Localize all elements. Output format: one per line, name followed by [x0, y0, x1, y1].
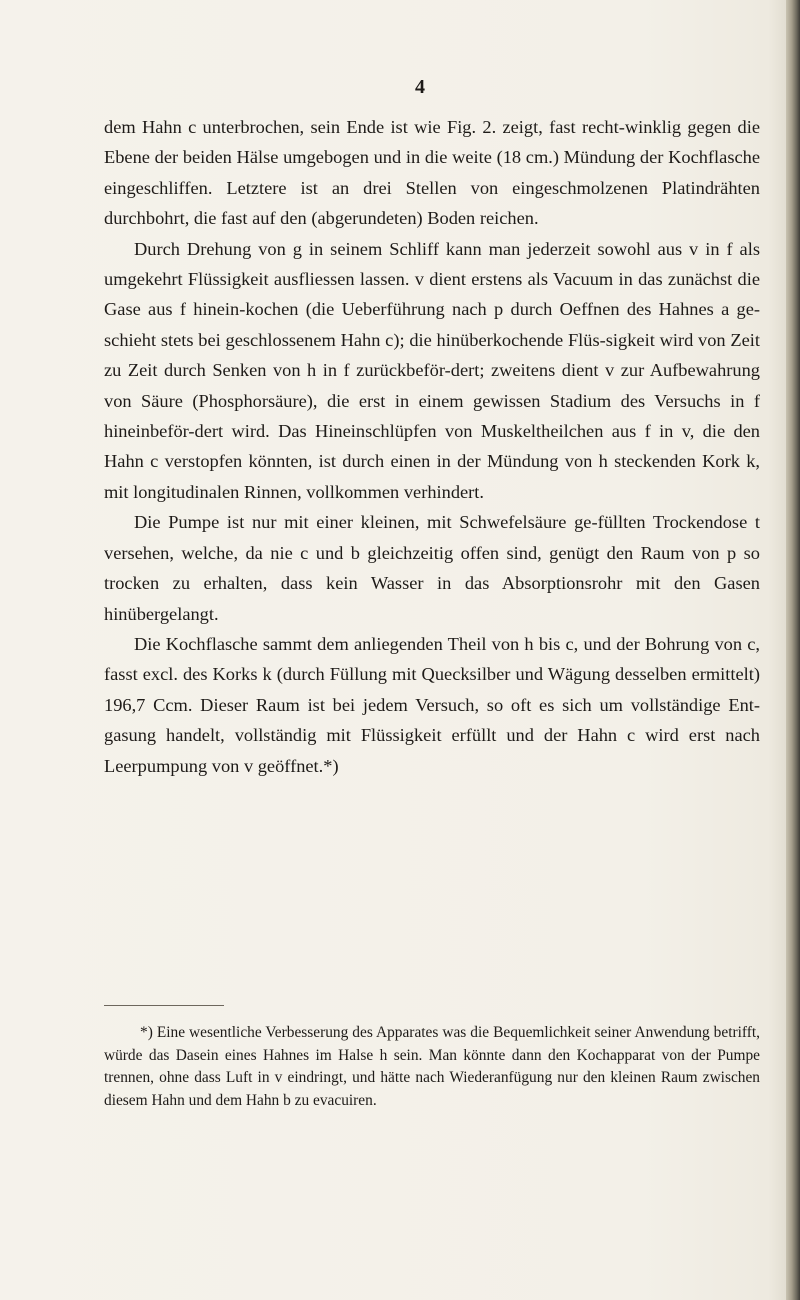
footnote: *) Eine wesentliche Verbesserung des Apparates was die Bequemlichkeit seiner Anwendung betrifft, würde das Dasein eines Hahnes im Halse h sein. Man könnte dann den Kochapparat von der Pumpe trennen, ohne dass Luft in v eindringt, und hätte nach Wiederanfügung nur den kleinen Raum zwischen diesem Hahn und dem Hahn b zu evacuiren.	[104, 1024, 760, 1109]
paragraph-1: dem Hahn c unterbrochen, sein Ende ist wie Fig. 2. zeigt, fast recht-winklig gegen die Ebene der beiden Hälse umgebogen und in die weite (18 cm.) Mündung der Kochflasche eingeschliffen. Letztere ist an drei Stellen von eingeschmolzenen Platindrähten durchbohrt, die fast auf den (abgerundeten) Boden reichen.	[104, 117, 760, 229]
book-spine-edge	[786, 0, 800, 1300]
paragraph-3: Die Pumpe ist nur mit einer kleinen, mit Schwefelsäure ge-füllten Trockendose t versehen, welche, da nie c und b gleichzeitig offen sind, genügt den Raum von p so trocken zu erhalten, dass kein Wasser in das Absorptionsrohr mit den Gasen hinübergelangt.	[104, 512, 760, 624]
paragraph-2: Durch Drehung von g in seinem Schliff kann man jederzeit sowohl aus v in f als umgekehrt Flüssigkeit ausfliessen lassen. v dient erstens als Vacuum in das zunächst die Gase aus f hinein-kochen (die Ueberführung nach p durch Oeffnen des Hahnes a ge-schieht stets bei geschlossenem Hahn c); die hinüberkochende Flüs-sigkeit wird von Zeit zu Zeit durch Senken von h in f zurückbeför-dert; zweitens dient v zur Aufbewahrung von Säure (Phosphorsäure), die erst in einem gewissen Stadium des Versuchs in f hineinbeför-dert wird. Das Hineinschlüpfen von Muskeltheilchen aus f in v, die den Hahn c verstopfen könnten, ist durch einen in der Mündung von h steckenden Kork k, mit longitudinalen Rinnen, vollkommen verhindert.	[104, 238, 760, 502]
body-text	[104, 112, 760, 781]
page-number: 4	[415, 76, 425, 98]
paragraph-4: Die Kochflasche sammt dem anliegenden Theil von h bis c, und der Bohrung von c, fasst excl. des Korks k (durch Füllung mit Quecksilber und Wägung desselben ermittelt) 196,7 Ccm. Dieser Raum ist bei jedem Versuch, so oft es sich um vollständige Ent-gasung handelt, vollständig mit Flüssigkeit erfüllt und der Hahn c wird erst nach Leerpumpung von v geöffnet.*)	[104, 633, 760, 776]
footnote-divider	[104, 1005, 224, 1006]
